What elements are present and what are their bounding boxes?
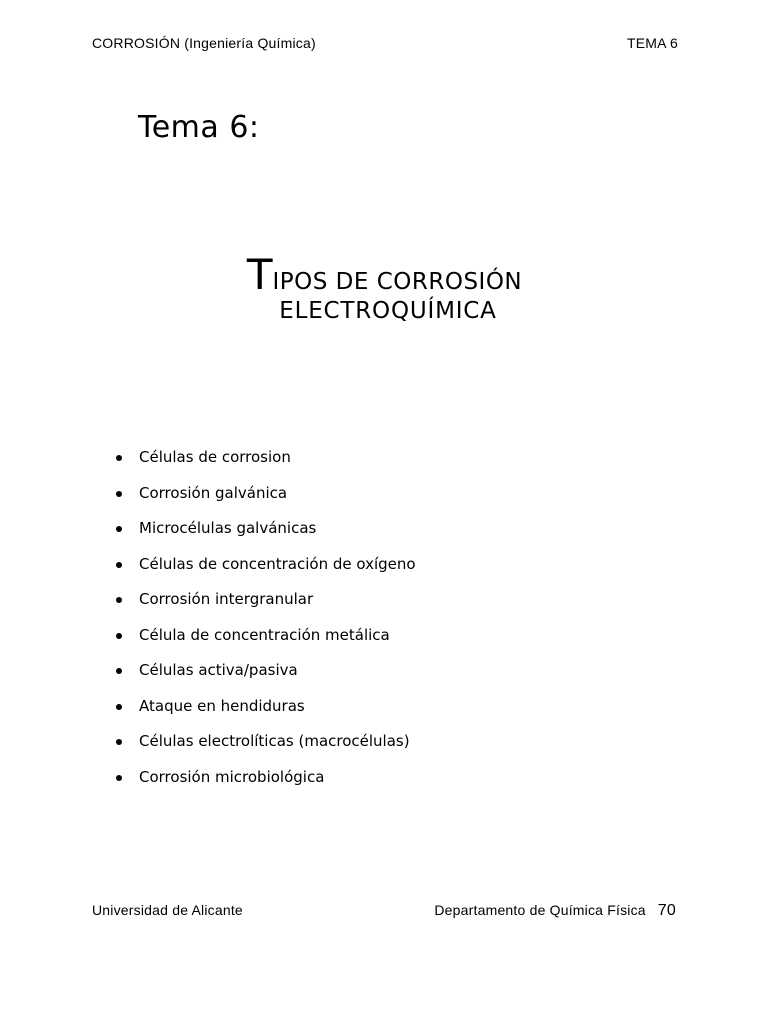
list-item (116, 481, 416, 517)
bullet-icon (116, 775, 122, 781)
header-chapter: TEMA 6 (627, 35, 678, 51)
topic-text: Microcélulas galvánicas (139, 519, 317, 537)
list-item (116, 623, 416, 659)
title-line-1-rest: IPOS DE CORROSIÓN (272, 269, 523, 295)
bullet-icon (116, 739, 122, 745)
bullet-icon (116, 491, 122, 497)
footer-university: Universidad de Alicante (92, 902, 243, 918)
topic-text: Corrosión galvánica (139, 483, 288, 502)
list-item (116, 729, 416, 765)
topic-text: Células activa/pasiva (139, 661, 298, 679)
chapter-title-line-2: ELECTROQUÍMICA (279, 298, 497, 324)
bullet-icon (116, 526, 122, 532)
list-item (116, 765, 416, 801)
topic-text: Células de concentración de oxígeno (139, 554, 416, 573)
bullet-icon (116, 633, 122, 639)
bullet-icon (116, 668, 122, 674)
header-course-title: CORROSIÓN (Ingeniería Química) (92, 35, 316, 51)
title-initial-capital: T (246, 250, 273, 299)
bullet-icon (116, 704, 122, 710)
list-item (116, 516, 416, 552)
list-item (116, 658, 416, 694)
list-item (116, 694, 416, 730)
topic-text: Células de corrosion (139, 448, 291, 466)
page-number: 70 (657, 902, 676, 919)
list-item (116, 552, 416, 588)
list-item (116, 587, 416, 623)
chapter-title-line-1 (1, 250, 768, 299)
footer-department (434, 902, 676, 920)
topic-text: Células electrolíticas (macrocélulas) (139, 732, 410, 750)
chapter-title (0, 250, 768, 324)
topic-text: Corrosión microbiológica (139, 767, 325, 786)
bullet-icon (116, 597, 122, 603)
chapter-label: Tema 6: (138, 110, 260, 145)
topic-text: Corrosión intergranular (139, 590, 314, 608)
footer-department-text: Departamento de Química Física (434, 902, 646, 918)
list-item (116, 445, 416, 481)
topic-text: Ataque en hendiduras (139, 696, 305, 715)
topic-list (116, 445, 416, 800)
topic-text: Célula de concentración metálica (139, 625, 390, 644)
bullet-icon (116, 562, 122, 568)
bullet-icon (116, 455, 122, 461)
